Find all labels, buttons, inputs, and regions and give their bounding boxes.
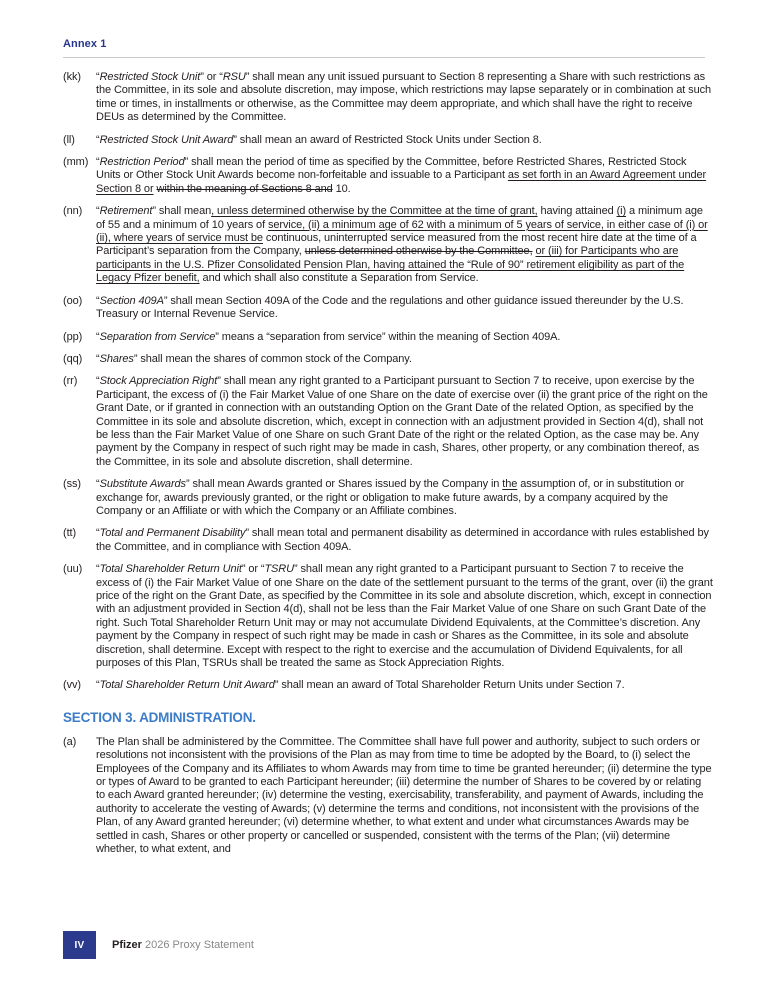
paragraph-text: “Restricted Stock Unit Award” shall mean an award of Restricted Stock Units under Section 8. xyxy=(96,133,542,146)
paragraph-text: “Section 409A” shall mean Section 409A of the Code and the regulations and other guidance issued thereunder by the U.S. Treasury or Internal Revenue Service. xyxy=(96,294,684,321)
paragraph-label: (qq) xyxy=(63,352,83,365)
definition-item xyxy=(63,71,713,125)
paragraph-text: “Total and Permanent Disability” shall mean total and permanent disability as determined in accordance with rules established by the Committee, and in compliance with Section 409A. xyxy=(96,527,709,553)
brand-name: Pfizer xyxy=(112,939,142,951)
paragraph-text: “Shares” shall mean the shares of common stock of the Company. xyxy=(96,352,412,365)
paragraph-text: “Restriction Period” shall mean the period of time as specified by the Committee, before Restricted Shares, Restricted Stock Units or Other Stock Unit Awards become non-forfeitable and issuable to a Participant as set forth in an Award Agreement under Section 8 or within the meaning of Sections 8 and 10. xyxy=(96,156,707,195)
definition-item xyxy=(63,375,713,469)
annex-label: Annex 1 xyxy=(63,38,107,50)
paragraph-label: (mm) xyxy=(63,156,89,169)
paragraph-text: “Stock Appreciation Right” shall mean any right granted to a Participant pursuant to Section 7 to receive, upon exercise by the Participant, the excess of (i) the Fair Market Value of one Share on the date of exercise over (ii) the grant price of the right on the Grant Date, or if granted in connection with an outstanding Option on the Grant Date of the related Option, as specified by the Committee in its sole and absolute discretion, which, except in connection with an adjustment provided in Section 4(d), shall not be less than the Fair Market Value of one Share on such Grant Date of the right or the related Option, as the case may be. Any payment by the Company in respect of such right may be made in cash, Shares, other property, or any combination thereof, as the Committee, in its sole and absolute discretion, shall determine. xyxy=(96,375,708,468)
paragraph-label: (nn) xyxy=(63,205,83,218)
paragraph-text: The Plan shall be administered by the Committee. The Committee shall have full power and authority, subject to such orders or resolutions not inconsistent with the provisions of the Plan as may from time to time be adopted by the Board, to (i) select the Employees of the Company and its Affiliates to whom Awards may from time to time be granted hereunder; (ii) determine the type or types of Award to be granted to each Participant hereunder; (iii) determine the number of Shares to be covered by or relating to each Award granted hereunder; (iv) determine the vesting, exercisability, transferability, and payment of Awards, including the authority to accelerate the vesting of Awards; (v) determine the terms and conditions, not inconsistent with the provisions of the Plan, of any Award granted hereunder; (vi) determine whether, to what extent and under what circumstances Awards may be settled in cash, Shares or other property or cancelled or suspended, consistent with the terms of the Plan; (vii) determine whether, to what extent, and xyxy=(96,735,712,856)
section-paragraph xyxy=(63,736,713,857)
definition-item xyxy=(63,134,713,147)
paragraph-text: “Total Shareholder Return Unit Award” shall mean an award of Total Shareholder Return Units under Section 7. xyxy=(96,679,625,692)
footer-text xyxy=(112,939,254,951)
section-heading: SECTION 3. ADMINISTRATION. xyxy=(63,709,256,725)
paragraph-label: (rr) xyxy=(63,375,78,388)
paragraph-text: “Substitute Awards” shall mean Awards granted or Shares issued by the Company in the assumption of, or in substitution or exchange for, awards previously granted, or the right or obligation to make future awards, by a company acquired by the Company or an Affiliate or with which the Company or an Affiliate combines. xyxy=(96,478,685,517)
page-footer xyxy=(63,931,254,959)
paragraph-label: (kk) xyxy=(63,71,81,83)
definition-item xyxy=(63,353,713,366)
definition-item xyxy=(63,563,713,670)
definitions-list xyxy=(63,71,713,693)
footer-suffix: 2026 Proxy Statement xyxy=(145,939,254,951)
paragraph-text: “Separation from Service” means a “separation from service” within the meaning of Section 409A. xyxy=(96,330,561,343)
paragraph-label: (oo) xyxy=(63,294,83,307)
paragraph-text: “Restricted Stock Unit” or “RSU” shall mean any unit issued pursuant to Section 8 representing a Share with such restrictions as the Committee, in its sole and absolute discretion, may impose, which restrictions may lapse separately or in combination at such time or times, in installments or otherwise, as the Committee may deem appropriate, and which shall have the right to receive DEUs as determined by the Committee. xyxy=(96,71,712,124)
definition-item xyxy=(63,478,713,518)
definition-item xyxy=(63,331,713,344)
page-content xyxy=(63,0,713,866)
paragraph-text: “Total Shareholder Return Unit” or “TSRU” shall mean any right granted to a Participant pursuant to Section 7 to receive the excess of (i) the Fair Market Value of one Share on the date of the settlement pursuant to the terms of the grant, over (ii) the grant price of the right on the Grant Date, as specified by the Committee in its sole and absolute discretion, which, except in connection with an adjustment provided in Section 4(d), shall not be less than the Fair Market Value of one Share on such Grant Date of the right. Such Total Shareholder Return Unit may or may not accumulate Dividend Equivalents, at the Committee’s discretion. Any payment by the Company in respect of such right may be made in cash or Shares as the Committee, in its sole and absolute discretion, shall determine. Except with respect to the right to exercise and the accumulation of Dividend Equivalents, for all purposes of this Plan, TSRUs shall be treated the same as Stock Appreciation Rights. xyxy=(96,563,713,670)
paragraph-label: (pp) xyxy=(63,330,83,343)
paragraph-label: (tt) xyxy=(63,527,77,540)
definition-item xyxy=(63,679,713,692)
section-paragraphs xyxy=(63,736,713,857)
definition-item xyxy=(63,156,713,196)
paragraph-label: (ll) xyxy=(63,133,75,146)
definition-item xyxy=(63,527,713,554)
page-number-badge: IV xyxy=(63,931,96,959)
definition-item xyxy=(63,295,713,322)
paragraph-label: (ss) xyxy=(63,478,81,491)
paragraph-label: (uu) xyxy=(63,563,83,576)
paragraph-text: “Retirement” shall mean, unless determined otherwise by the Committee at the time of grant, having attained (i) a minimum age of 55 and a minimum of 10 years of service, (ii) a minimum age of 62 with a minimum of 5 years of service, in either case of (i) or (ii), where years of service must be continuous, uninterrupted service measured from the most recent hire date at the time of a Participant’s separation from the Company, unless determined otherwise by the Committee, or (iii) for Participants who are participants in the U.S. Pfizer Consolidated Pension Plan, having attained the “Rule of 90” retirement eligibility as part of the Legacy Pfizer benefit, and which shall also constitute a Separation from Service. xyxy=(96,205,708,285)
header-divider xyxy=(63,57,705,58)
paragraph-label: (vv) xyxy=(63,679,81,692)
paragraph-label: (a) xyxy=(63,735,77,748)
definition-item xyxy=(63,205,713,285)
